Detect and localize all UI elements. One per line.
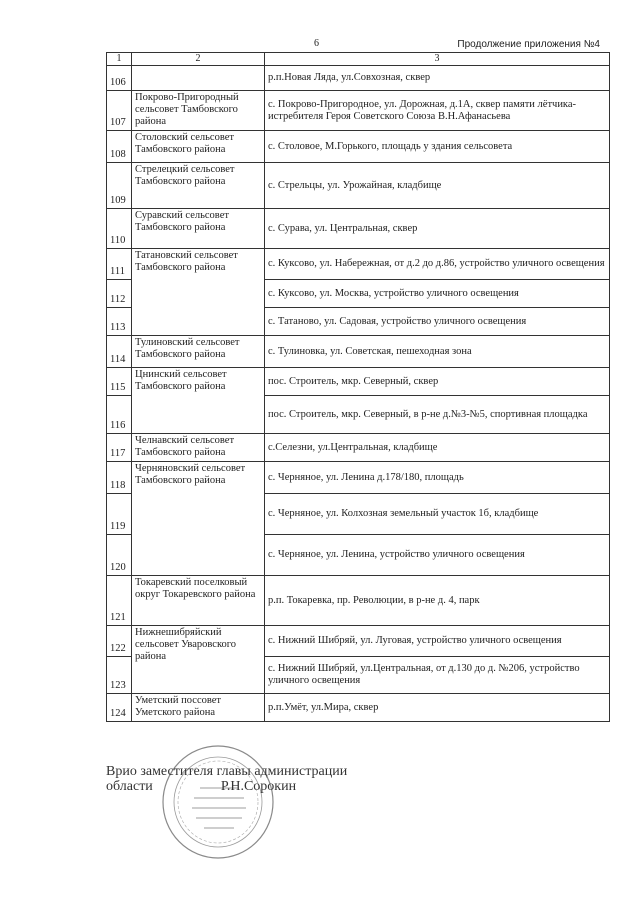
row-number: 122: [107, 626, 132, 657]
object-cell: с. Куксово, ул. Москва, устройство уличного освещения: [265, 280, 610, 308]
object-cell: с. Черняное, ул. Ленина д.178/180, площадь: [265, 462, 610, 494]
object-cell: р.п. Токаревка, пр. Революции, в р-не д. 4, парк: [265, 576, 610, 626]
row-number: 114: [107, 336, 132, 368]
object-cell: с. Куксово, ул. Набережная, от д.2 до д.86, устройство уличного освещения: [265, 249, 610, 280]
row-number: 123: [107, 657, 132, 694]
row-number: 112: [107, 280, 132, 308]
table-row: [107, 131, 610, 163]
column-header: 3: [265, 53, 610, 66]
row-number: 116: [107, 396, 132, 434]
official-seal-stamp: [160, 743, 276, 861]
row-number: 108: [107, 131, 132, 163]
organization-cell: Татановский сельсовет Тамбовского района: [132, 249, 265, 336]
table-row: [107, 462, 610, 494]
table-row: [107, 66, 610, 91]
row-number: 121: [107, 576, 132, 626]
row-number: 113: [107, 308, 132, 336]
organization-cell: Столовский сельсовет Тамбовского района: [132, 131, 265, 163]
table-row: [107, 91, 610, 131]
row-number: 117: [107, 434, 132, 462]
row-number: 119: [107, 494, 132, 535]
table-row: [107, 163, 610, 209]
organization-cell: Цнинский сельсовет Тамбовского района: [132, 368, 265, 434]
object-cell: с. Черняное, ул. Ленина, устройство уличного освещения: [265, 535, 610, 576]
row-number: 106: [107, 66, 132, 91]
row-number: 111: [107, 249, 132, 280]
row-number: 110: [107, 209, 132, 249]
table-row: [107, 249, 610, 280]
object-cell: р.п.Новая Ляда, ул.Совхозная, сквер: [265, 66, 610, 91]
object-cell: с. Сурава, ул. Центральная, сквер: [265, 209, 610, 249]
object-cell: с. Столовое, М.Горького, площадь у здания сельсовета: [265, 131, 610, 163]
registry-table: [106, 52, 610, 722]
object-cell: с. Стрельцы, ул. Урожайная, кладбище: [265, 163, 610, 209]
table-row: [107, 434, 610, 462]
organization-cell: Тулиновский сельсовет Тамбовского района: [132, 336, 265, 368]
object-cell: с. Черняное, ул. Колхозная земельный участок 1б, кладбище: [265, 494, 610, 535]
signer-title-continued: области: [106, 779, 153, 794]
object-cell: с. Татаново, ул. Садовая, устройство уличного освещения: [265, 308, 610, 336]
object-cell: пос. Строитель, мкр. Северный, в р-не д.№3-№5, спортивная площадка: [265, 396, 610, 434]
page-number: 6: [314, 38, 319, 49]
organization-cell: Стрелецкий сельсовет Тамбовского района: [132, 163, 265, 209]
table-row: [107, 576, 610, 626]
object-cell: с. Нижний Шибряй, ул. Луговая, устройство уличного освещения: [265, 626, 610, 657]
object-cell: с.Селезни, ул.Центральная, кладбище: [265, 434, 610, 462]
object-cell: с. Нижний Шибряй, ул.Центральная, от д.130 до д. №206, устройство уличного освещения: [265, 657, 610, 694]
object-cell: с. Покрово-Пригородное, ул. Дорожная, д.1А, сквер памяти лётчика-истребителя Героя Советского Союза В.Н.Афанасьева: [265, 91, 610, 131]
signer-name: Р.Н.Сорокин: [220, 779, 297, 794]
row-number: 115: [107, 368, 132, 396]
table-row: [107, 694, 610, 722]
row-number: 109: [107, 163, 132, 209]
organization-cell: Покрово-Пригородный сельсовет Тамбовского района: [132, 91, 265, 131]
object-cell: пос. Строитель, мкр. Северный, сквер: [265, 368, 610, 396]
column-header: 2: [132, 53, 265, 66]
signature-block: [106, 764, 347, 794]
table-row: [107, 209, 610, 249]
table-header-row: [107, 53, 610, 66]
object-cell: с. Тулиновка, ул. Советская, пешеходная зона: [265, 336, 610, 368]
organization-cell: Черняновский сельсовет Тамбовского района: [132, 462, 265, 576]
organization-cell: Суравский сельсовет Тамбовского района: [132, 209, 265, 249]
organization-cell: [132, 66, 265, 91]
column-header: 1: [107, 53, 132, 66]
row-number: 118: [107, 462, 132, 494]
table-row: [107, 626, 610, 657]
organization-cell: Челнавский сельсовет Тамбовского района: [132, 434, 265, 462]
object-cell: р.п.Умёт, ул.Мира, сквер: [265, 694, 610, 722]
organization-cell: Нижнешибряйский сельсовет Уваровского района: [132, 626, 265, 694]
row-number: 107: [107, 91, 132, 131]
row-number: 124: [107, 694, 132, 722]
organization-cell: Токаревский поселковый округ Токаревского района: [132, 576, 265, 626]
signer-title: Врио заместителя главы администрации: [106, 764, 348, 779]
table-row: [107, 336, 610, 368]
table-row: [107, 368, 610, 396]
row-number: 120: [107, 535, 132, 576]
continuation-label: Продолжение приложения №4: [457, 39, 600, 50]
organization-cell: Уметский поссовет Уметского района: [132, 694, 265, 722]
